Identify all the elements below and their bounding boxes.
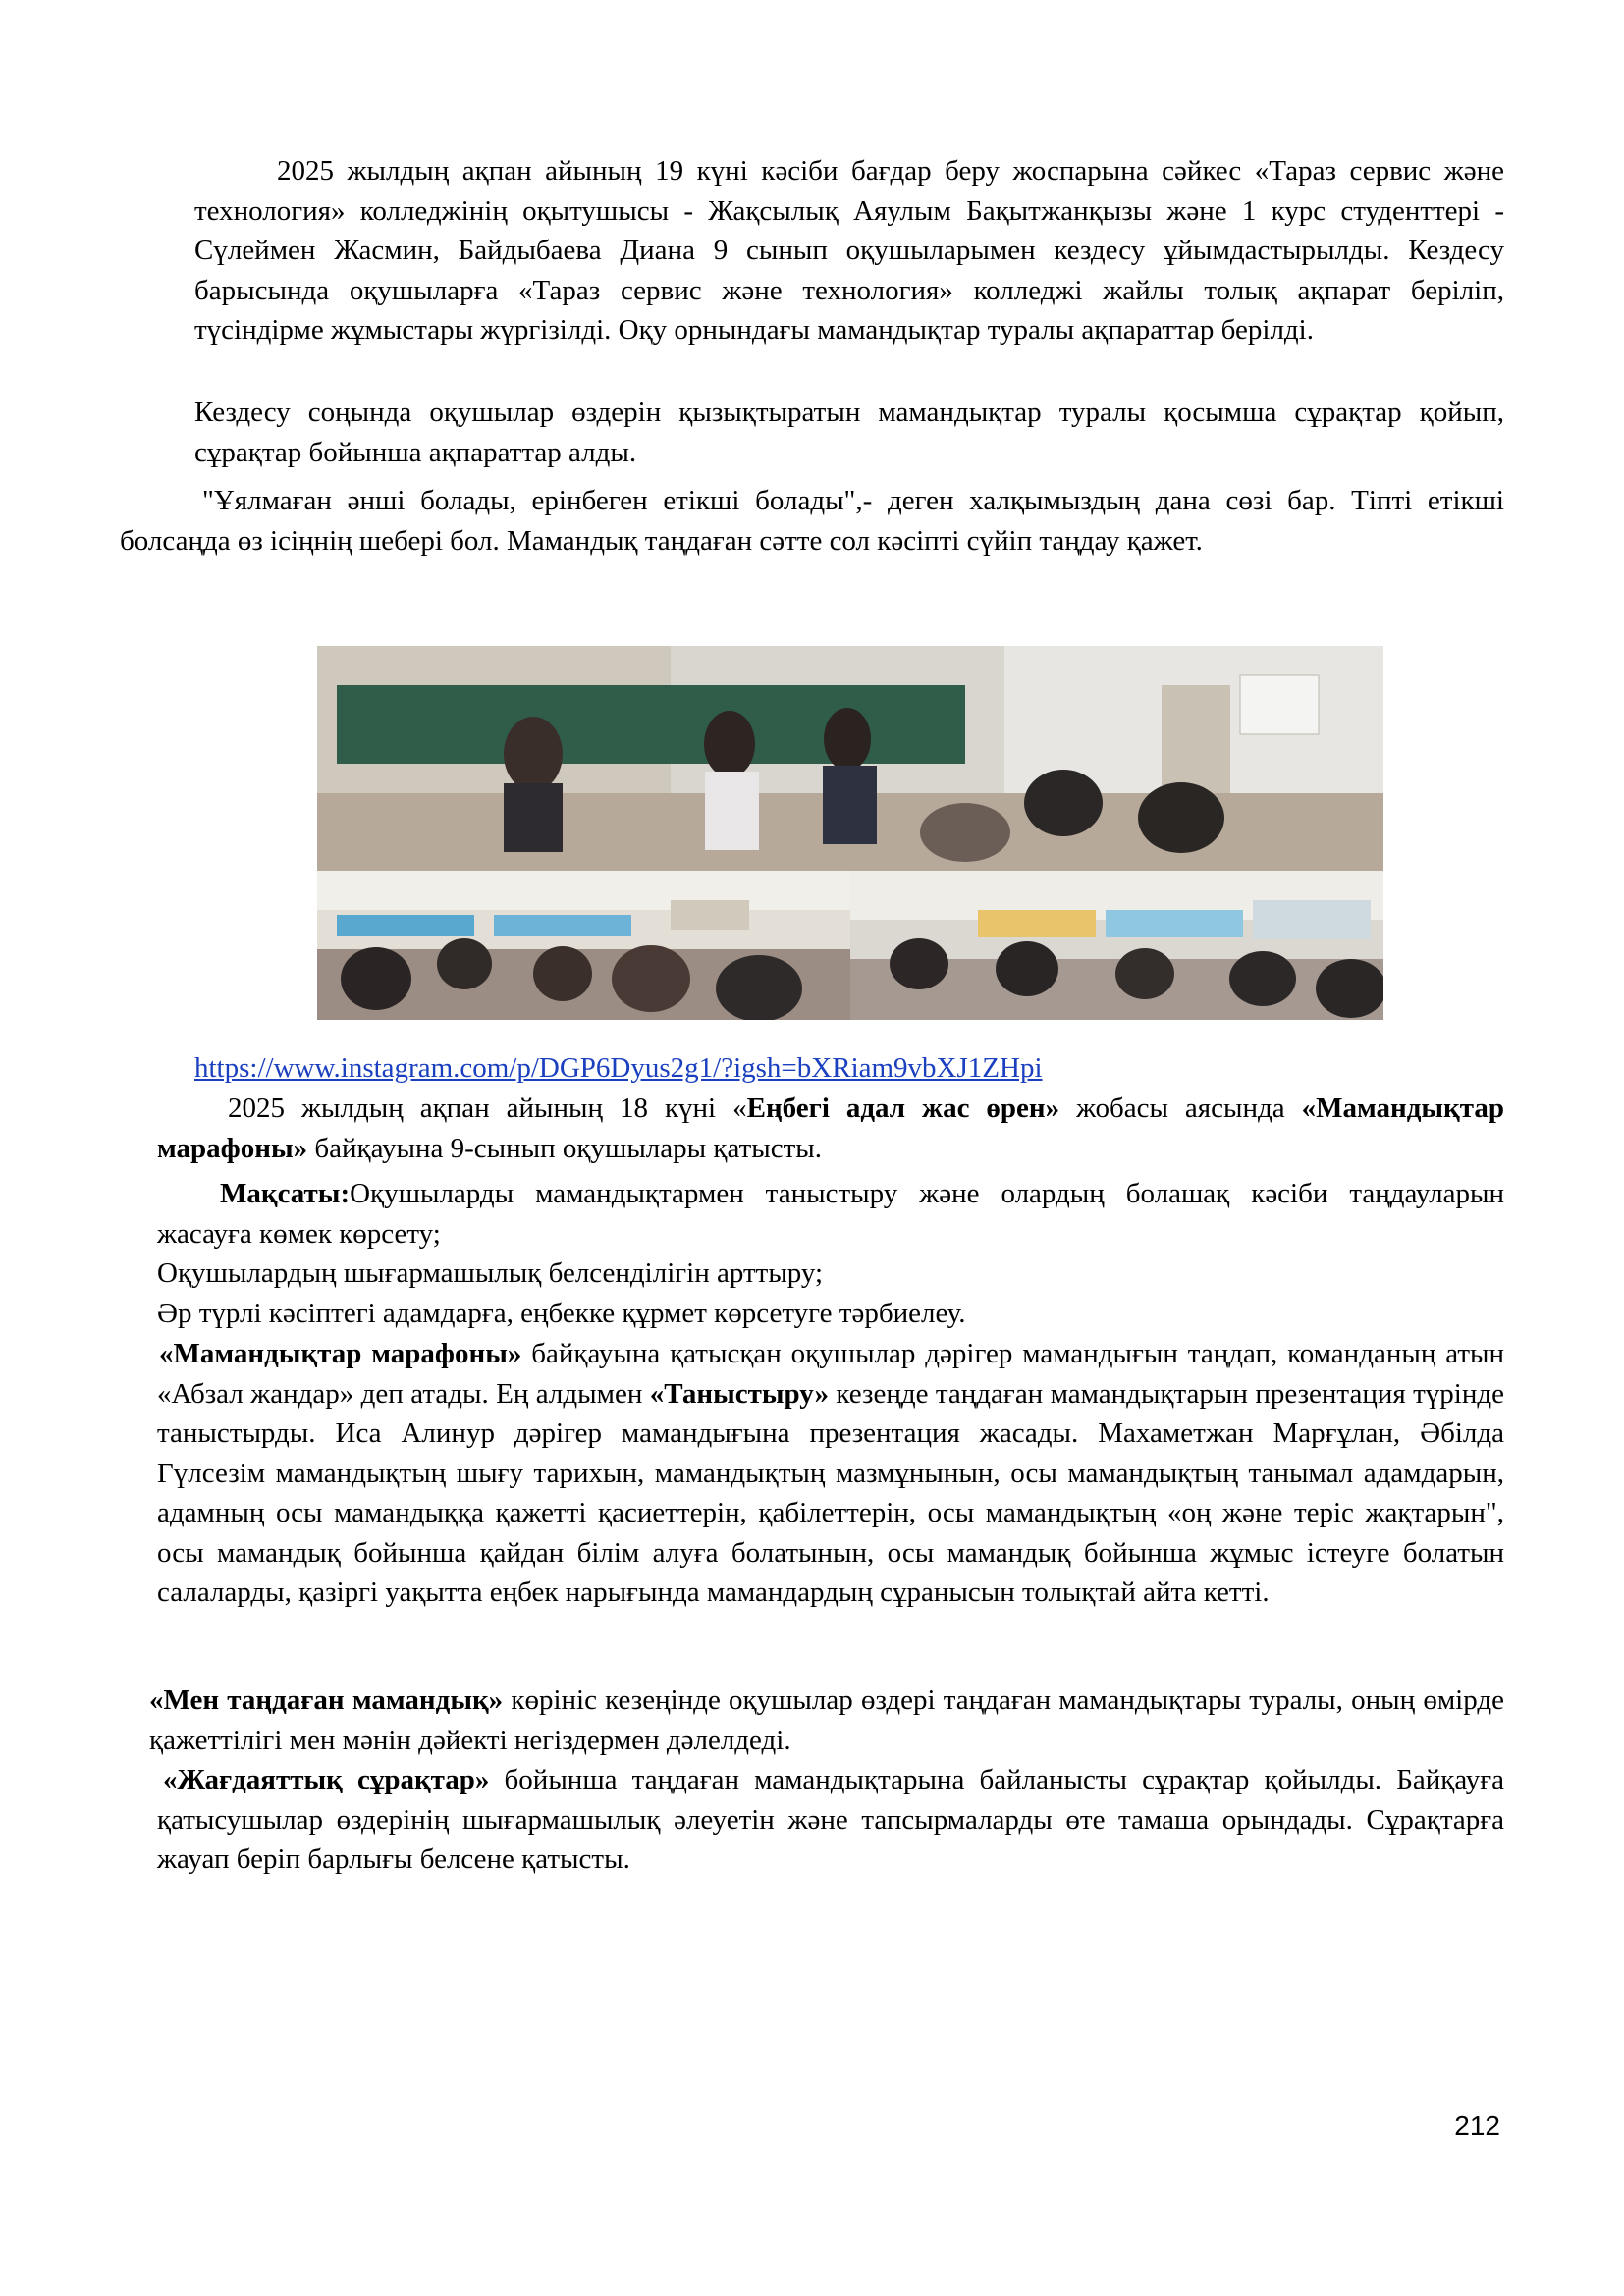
paragraph-goal-3: Әр түрлі кәсіптегі адамдарға, еңбекке құрмет көрсетуге тәрбиелеу. — [157, 1298, 966, 1329]
instagram-link[interactable]: https://www.instagram.com/p/DGP6Dyus2g1/?igsh=bXRiam9vbXJ1ZHpi — [194, 1052, 1043, 1084]
classroom-photo-bottom-right — [850, 871, 1383, 1020]
paragraph-marathon: 2025 жылдың ақпан айының 18 күні «Еңбегі адал жас өрен» жобасы аясында «Мамандықтар марафоны» байқауына 9-сынып оқушылары қатысты. — [157, 1093, 1504, 1164]
page-number: 212 — [1454, 2110, 1500, 2141]
paragraph-goal-2: Оқушылардың шығармашылық белсенділігін арттыру; — [157, 1257, 824, 1289]
paragraph-stages: «Мамандықтар марафоны» байқауына қатысқан оқушылар дәрігер мамандығын таңдап, команданың атын «Абзал жандар» деп атады. Ең алдымен «Таныстыру» кезеңде таңдаған мамандықтарын презентация түрінде таныстырды. Иса Алинур дәрігер мамандығына презентация жасады. Махаметжан Марғұлан, Әбілда Гүлсезім мамандықтың шығу тарихын, мамандықтың мазмұнынын, осы мамандықтың танымал адамдарын, адамның осы мамандыққа қажетті қасиеттерін, қабілеттерін, осы мамандықтың «оң және теріс жақтарын", осы мамандық бойынша қайдан білім алуға болатынын, осы мамандық бойынша жұмыс істеуге болатын салаларды, қазіргі уақытта еңбек нарығында мамандардың сұранысын толықтай айта кетті. — [157, 1338, 1505, 1608]
paragraph-chosen-profession: «Мен таңдаған мамандық» көрініс кезеңінде оқушылар өздері таңдаған мамандықтары туралы, оның өмірде қажеттілігі мен мәнін дәйекті негіздермен дәлелдеді. — [149, 1684, 1504, 1756]
paragraph-intro: 2025 жылдың ақпан айының 19 күні кәсіби бағдар беру жоспарына сәйкес «Тараз сервис және технология» колледжінің оқытушысы - Жақсылық Аяулым Бақытжанқызы және 1 курс студенттері - Сүлеймен Жасмин, Байдыбаева Диана 9 сынып оқушыларымен кездесу ұйымдастырылды. Кездесу барысында оқушыларға «Тараз сервис және технология» колледжі жайлы толық ақпарат беріліп, түсіндірме жұмыстары жүргізілді. Оқу орнындағы мамандықтар туралы ақпараттар берілді. — [194, 155, 1504, 346]
classroom-photo-top — [317, 646, 1383, 871]
paragraph-proverb: "Ұялмаған әнші болады, ерінбеген етікші болады",- деген халқымыздың дана сөзі бар. Тіпті етікші болсаңда өз ісіңнің шебері бол. Мамандық таңдаған сәтте сол кәсіпті сүйіп таңдау қажет. — [120, 485, 1504, 557]
paragraph-meeting-end: Кездесу соңында оқушылар өздерін қызықтыратын мамандықтар туралы қосымша сұрақтар қойып, сұрақтар бойынша ақпараттар алды. — [194, 397, 1504, 468]
paragraph-goal: Мақсаты:Оқушыларды мамандықтармен таныстыру және олардың болашақ кәсіби таңдауларын жасауға көмек көрсету; — [157, 1178, 1504, 1250]
paragraph-situational-questions: «Жағдаяттық сұрақтар» бойынша таңдаған мамандықтарына байланысты сұрақтар қойылды. Байқауға қатысушылар өздерінің шығармашылық әлеуетін және тапсырмаларды өте тамаша орындады. Сұрақтарға жауап беріп барлығы белсене қатысты. — [157, 1764, 1504, 1875]
classroom-photo-bottom-left — [317, 871, 850, 1020]
